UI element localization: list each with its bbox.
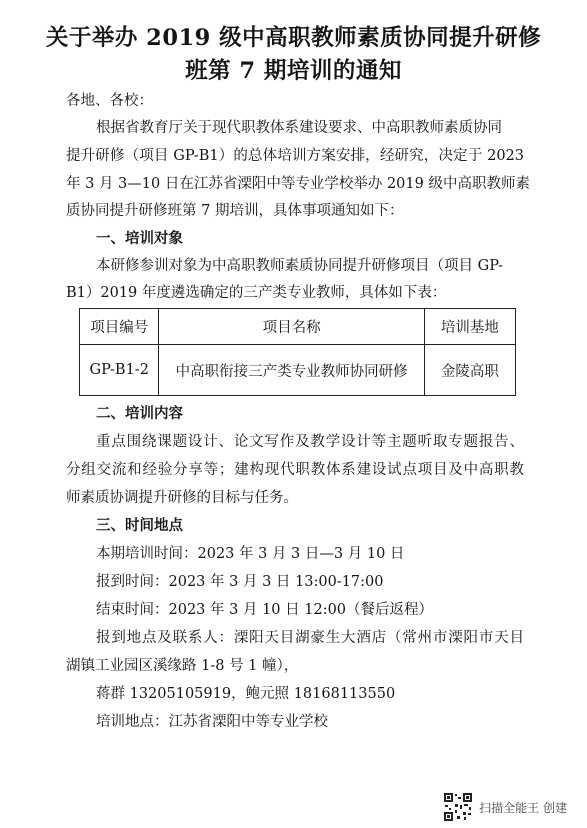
table-header-cell: 项目名称 bbox=[159, 309, 424, 345]
salutation: 各地、各校： bbox=[66, 93, 153, 109]
table-header-cell: 项目编号 bbox=[80, 309, 159, 345]
title-line-2: 班第 7 期培训的通知 bbox=[185, 58, 402, 84]
intro-line: 提升研修（项目 GP-B1）的总体培训方案安排，经研究，决定于 2023 bbox=[66, 148, 524, 164]
title-line-1: 关于举办 2019 级中高职教师素质协同提升研修 bbox=[45, 25, 542, 51]
intro-line: 质协同提升研修班第 7 期培训，具体事项通知如下： bbox=[66, 203, 404, 219]
report-place: 报到地点及联系人：溧阳天目湖豪生大酒店（常州市溧阳市天目 bbox=[96, 630, 524, 646]
table-header-row bbox=[80, 309, 516, 345]
table-cell: GP-B1-2 bbox=[80, 345, 159, 396]
table-cell: 金陵高职 bbox=[424, 345, 515, 396]
section-2-text: 师素质协调提升研修的目标与任务。 bbox=[66, 490, 298, 506]
report-place: 湖镇工业园区溪缘路 1-8 号 1 幢）， bbox=[66, 658, 299, 674]
project-table bbox=[79, 308, 516, 396]
section-3-heading: 三、时间地点 bbox=[96, 517, 183, 534]
section-1-text: B1）2019 年度遴选确定的三产类专业教师，具体如下表： bbox=[66, 285, 447, 301]
training-venue: 培训地点：江苏省溧阳中等专业学校 bbox=[96, 714, 328, 730]
table-cell: 中高职衔接三产类专业教师协同研修 bbox=[159, 345, 424, 396]
intro-line: 根据省教育厅关于现代职教体系建设要求、中高职教师素质协同 bbox=[96, 120, 502, 136]
section-1-text: 本研修参训对象为中高职教师素质协同提升研修项目（项目 GP- bbox=[96, 258, 504, 274]
intro-line: 年 3 月 3—10 日在江苏省溧阳中等专业学校举办 2019 级中高职教师素 bbox=[66, 176, 530, 192]
scanner-watermark-label: 扫描全能王 创建 bbox=[479, 800, 567, 815]
training-period: 本期培训时间：2023 年 3 月 3 日—3 月 10 日 bbox=[96, 546, 405, 562]
report-time: 报到时间：2023 年 3 月 3 日 13:00-17:00 bbox=[96, 574, 384, 590]
table-header-cell: 培训基地 bbox=[424, 309, 515, 345]
section-1-heading: 一、培训对象 bbox=[96, 230, 183, 247]
contacts: 蒋群 13205105919，鲍元照 18168113550 bbox=[96, 686, 396, 702]
section-2-heading: 二、培训内容 bbox=[96, 405, 183, 422]
end-time: 结束时间：2023 年 3 月 10 日 12:00（餐后返程） bbox=[96, 602, 434, 618]
section-2-text: 分组交流和经验分享等；建构现代职教体系建设试点项目及中高职教 bbox=[66, 462, 524, 478]
qr-code-icon bbox=[443, 792, 473, 822]
scanner-watermark bbox=[443, 792, 567, 822]
table-row bbox=[80, 345, 516, 396]
section-2-text: 重点围绕课题设计、论文写作及教学设计等主题听取专题报告、 bbox=[96, 434, 524, 450]
